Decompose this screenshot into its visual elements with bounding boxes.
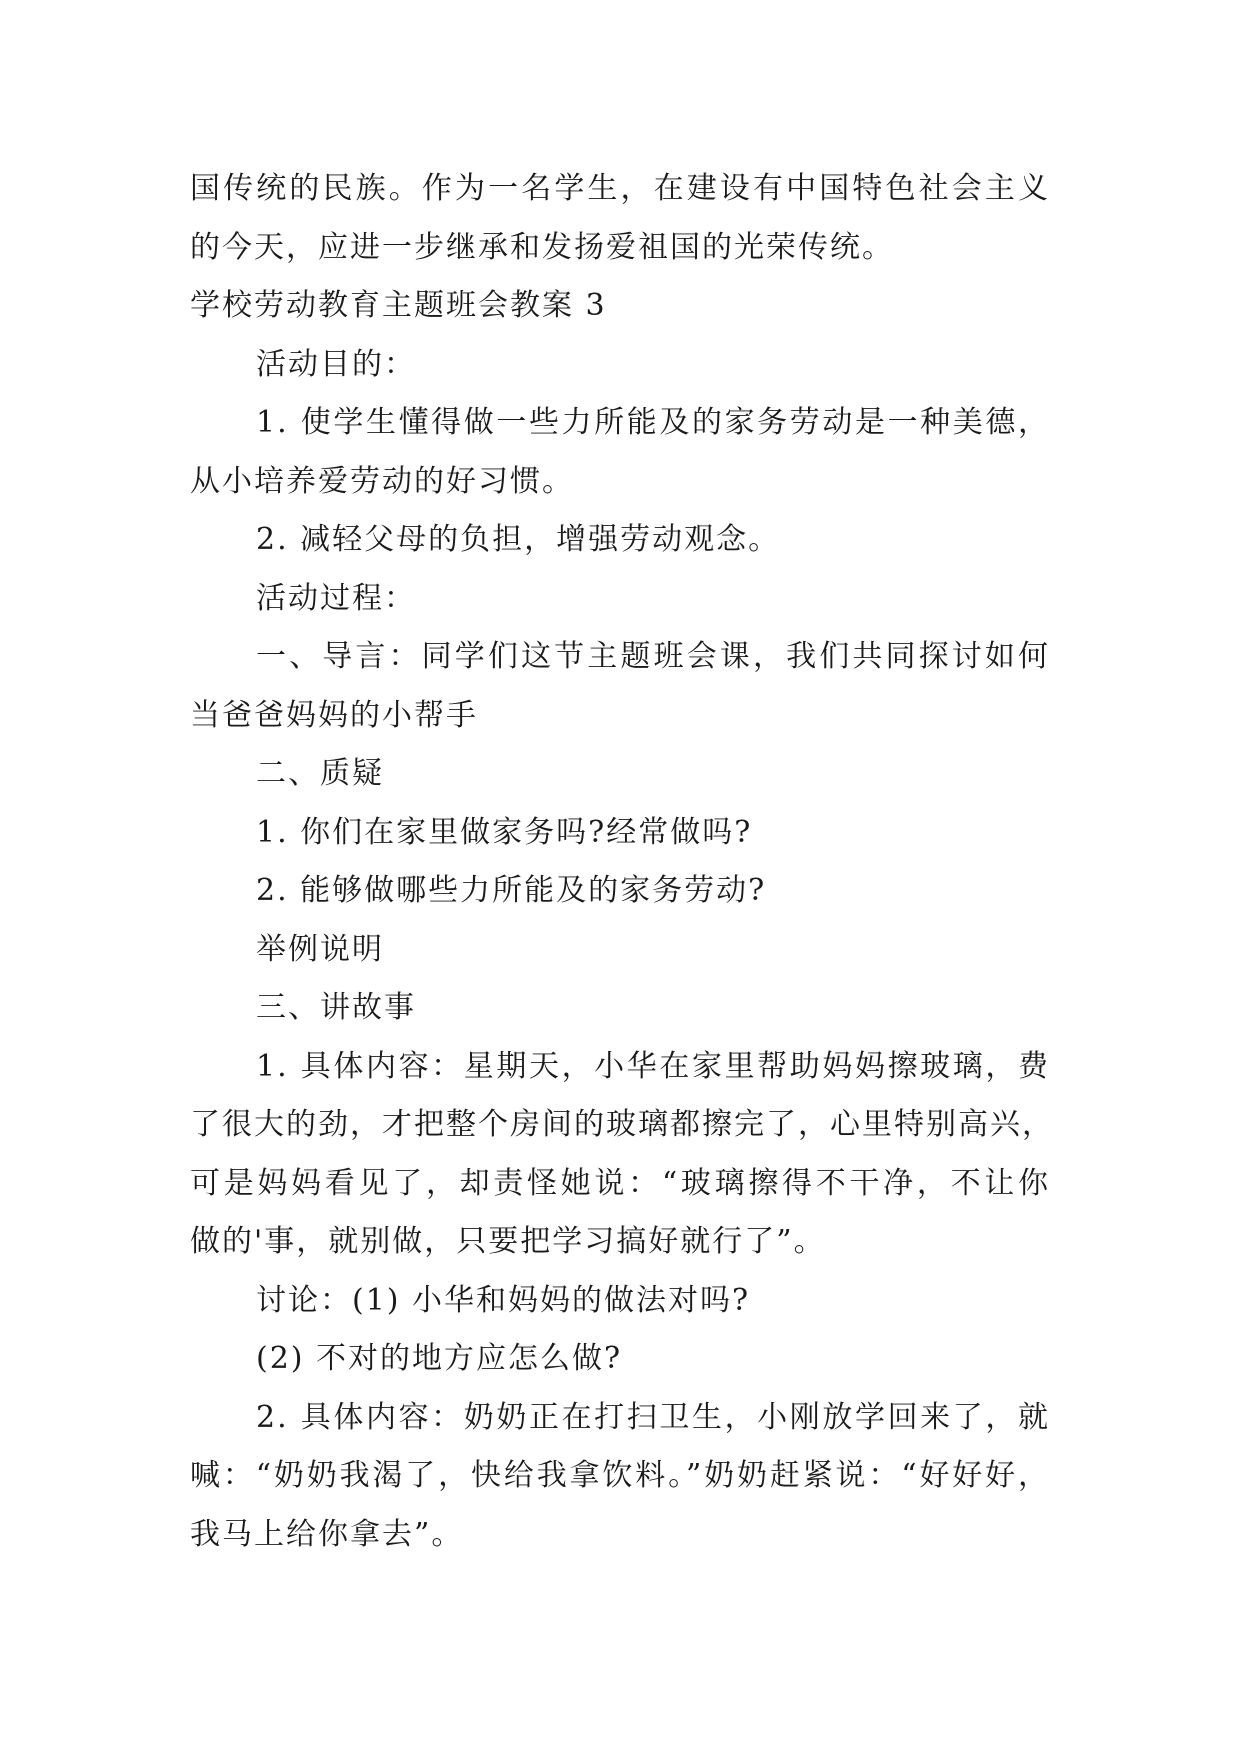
paragraph-line: 我马上给你拿去”。 — [190, 1516, 464, 1552]
paragraph-line: 可是妈妈看见了，却责怪她说：“玻璃擦得不干净，不让你 — [190, 1165, 1050, 1201]
paragraph-line: 1. 具体内容：星期天，小华在家里帮助妈妈擦玻璃，费 — [256, 1048, 1050, 1084]
paragraph-line: 2. 能够做哪些力所能及的家务劳动? — [256, 873, 767, 908]
paragraph-line: 1. 使学生懂得做一些力所能及的家务劳动是一种美德， — [256, 405, 1050, 440]
paragraph-line: 当爸爸妈妈的小帮手 — [190, 697, 478, 733]
paragraph-line: (2) 不对的地方应怎么做? — [256, 1341, 623, 1376]
paragraph-line: 举例说明 — [256, 931, 384, 967]
heading-story: 三、讲故事 — [256, 990, 416, 1025]
heading-activity-process: 活动过程： — [256, 580, 416, 616]
paragraph-line: 了很大的劲，才把整个房间的玻璃都擦完了，心里特别高兴， — [190, 1107, 1054, 1142]
section-title: 学校劳动教育主题班会教案 3 — [190, 288, 607, 323]
paragraph-line: 国传统的民族。作为一名学生，在建设有中国特色社会主义 — [190, 171, 1050, 206]
document-body — [190, 160, 1054, 1564]
paragraph-line: 从小培养爱劳动的好习惯。 — [190, 463, 574, 499]
heading-question: 二、质疑 — [256, 756, 384, 791]
paragraph-line: 做的'事，就别做，只要把学习搞好就行了”。 — [190, 1224, 826, 1259]
paragraph-line: 1. 你们在家里做家务吗?经常做吗? — [256, 814, 753, 850]
paragraph-line: 讨论：(1) 小华和妈妈的做法对吗? — [256, 1282, 751, 1318]
paragraph-line: 2. 具体内容：奶奶正在打扫卫生，小刚放学回来了，就 — [256, 1399, 1050, 1435]
paragraph-line: 一、导言：同学们这节主题班会课，我们共同探讨如何 — [256, 639, 1050, 674]
paragraph-line: 的今天，应进一步继承和发扬爱祖国的光荣传统。 — [190, 229, 894, 265]
paragraph-line: 2. 减轻父母的负担，增强劳动观念。 — [256, 522, 781, 557]
heading-activity-goal: 活动目的： — [256, 346, 416, 382]
paragraph-line: 喊：“奶奶我渴了，快给我拿饮料。”奶奶赶紧说：“好好好， — [190, 1458, 1050, 1493]
